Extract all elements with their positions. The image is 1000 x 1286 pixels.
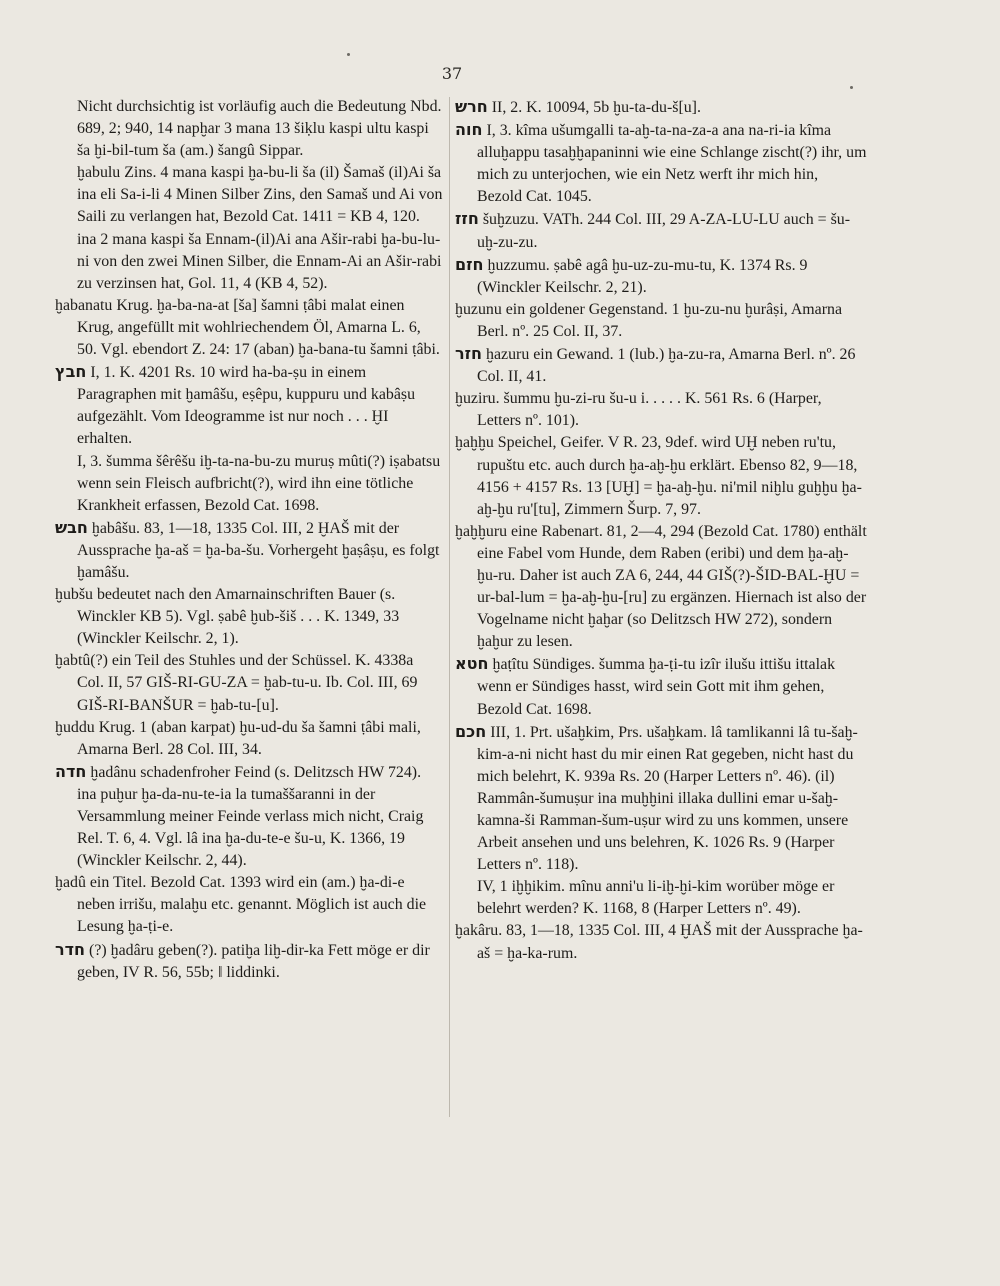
scan-speck bbox=[850, 86, 853, 89]
hebrew-root: חבץ bbox=[55, 362, 87, 382]
hebrew-root: חזר bbox=[455, 344, 483, 364]
left-entry-4: חבץ I, 1. K. 4201 Rs. 10 wird ha-ba-ṣu in einem Paragraphen mit ḫamâšu, eṣêpu, kuppuru und kabâṣu aufgezählt. Vom Ideogramme ist nur noch . . . ḪI erhalten. bbox=[55, 362, 416, 448]
right-entry-12: IV, 1 iḫḫikim. mînu anni'u li-iḫ-ḫi-kim worüber möge er belehrt werden? K. 1168, 8 (Harper Letters nº. 49). bbox=[477, 878, 835, 918]
right-entry-9: ḫaḫḫuru eine Rabenart. 81, 2—4, 294 (Bezold Cat. 1780) enthält eine Fabel vom Hunde, dem Raben (eribi) und dem ḫa-aḫ-ḫu-ru. Daher ist auch ZA 6, 244, 44 GIŠ(?)-ŠID-BAL-ḪU = ur-bal-lum = ḫa-aḫ-ḫu-[ru] zu ergänzen. Hiernach ist also der Vogelname nicht ḫaḫar (so Delitzsch HW 272), sondern ḫaḫur zu lesen. bbox=[455, 522, 867, 651]
hebrew-root: חבש bbox=[55, 517, 88, 537]
left-entry-8: ḫabtû(?) ein Teil des Stuhles und der Schüssel. K. 4338a Col. II, 57 GIŠ-RI-GU-ZA = ḫab-tu-u. Ib. Col. III, 69 GIŠ-RI-BANŠUR = ḫab-tu-[u]. bbox=[55, 652, 418, 714]
right-entry-3: חזז šuḫzuzu. VATh. 244 Col. III, 29 A-ZA-LU-LU auch = šu-uḫ-zu-zu. bbox=[455, 209, 850, 251]
right-entry-4: חזם ḫuzzumu. ṣabê agâ ḫu-uz-zu-mu-tu, K. 1374 Rs. 9 (Winckler Keilschr. 2, 21). bbox=[455, 254, 808, 296]
right-entry-2: חוה I, 3. kîma ušumgalli ta-aḫ-ta-na-za-a ana na-ri-ia kîma alluḫappu tasaḫḫapaninni wie eine Schlange zischt(?) ihr, um mich zu unterjochen, wie ein Netz werft ihr mich hin, Bezold Cat. 1045. bbox=[455, 120, 867, 206]
hebrew-root: חכם bbox=[455, 721, 487, 741]
right-entry-13: ḫakâru. 83, 1—18, 1335 Col. III, 4 ḪAŠ mit der Aussprache ḫa-aš = ḫa-ka-rum. bbox=[455, 922, 863, 962]
right-entry-1: חרש II, 2. K. 10094, 5b ḫu-ta-du-š[u]. bbox=[455, 97, 701, 116]
hebrew-root: חרש bbox=[455, 97, 488, 116]
left-entry-9: ḫuddu Krug. 1 (aban karpat) ḫu-ud-du ša šamni ṭâbi mali, Amarna Berl. 28 Col. III, 34. bbox=[55, 718, 421, 758]
hebrew-root: חוה bbox=[455, 120, 483, 140]
hebrew-root: חזם bbox=[455, 254, 484, 274]
right-entry-5: ḫuzunu ein goldener Gegenstand. 1 ḫu-zu-nu ḫurâṣi, Amarna Berl. nº. 25 Col. II, 37. bbox=[455, 300, 842, 340]
left-column bbox=[55, 96, 443, 984]
left-entry-11: ḫadû ein Titel. Bezold Cat. 1393 wird ein (am.) ḫa-di-e neben irrišu, malaḫu etc. genannt. Möglich ist auch die Lesung ḫa-ṭi-e. bbox=[55, 874, 427, 936]
left-entry-5: I, 3. šumma šêrêšu iḫ-ta-na-bu-zu muruṣ mûti(?) iṣabatsu wenn sein Fleisch aufbricht(?), wird ihn eine tötliche Krankheit erfassen, Bezold Cat. 1698. bbox=[77, 452, 441, 514]
left-entry-6: חבש ḫabâšu. 83, 1—18, 1335 Col. III, 2 ḪAŠ mit der Aussprache ḫa-aš = ḫa-ba-šu. Vorhergeht ḫaṣâṣu, es folgt ḫamâšu. bbox=[55, 517, 440, 581]
column-divider bbox=[449, 97, 450, 1117]
right-entry-11: חכם III, 1. Prt. ušaḫkim, Prs. ušaḫkam. lâ tamlikanni lâ tu-šaḫ-kim-a-ni nicht hast du mir einen Rat gegeben, nicht hast du mich belehrt, K. 939a Rs. 20 (Harper Letters nº. 46). (il) Rammân-šumuṣur ina muḫḫini illaka dullini emar u-šaḫ-kamna-ši Ramman-šum-uṣur wird zu uns kommen, unsere Arbeit ansehen und uns belehren, K. 1026 Rs. 9 (Harper Letters nº. 118). bbox=[455, 721, 858, 874]
right-entry-10: חטא ḫaṭîtu Sündiges. šumma ḫa-ṭi-tu izîr ilušu ittišu ittalak wenn er Sündiges hasst, wird sein Gott mit ihm gehen, Bezold Cat. 1698. bbox=[455, 654, 836, 718]
right-entry-7: ḫuziru. šummu ḫu-zi-ru šu-u i. . . . . K. 561 Rs. 6 (Harper, Letters nº. 101). bbox=[455, 390, 822, 430]
left-entry-12: חדר (?) ḫadâru geben(?). patiḫa liḫ-dir-ka Fett möge er dir geben, IV R. 56, 55b; ‖ liddinki. bbox=[55, 939, 430, 981]
right-column bbox=[455, 96, 867, 965]
left-entry-3: ḫabanatu Krug. ḫa-ba-na-at [ša] šamni ṭâbi malat einen Krug, angefüllt mit wohlriechendem Öl, Amarna L. 6, 50. Vgl. ebendort Z. 24: 17 (aban) ḫa-bana-tu šamni ṭâbi. bbox=[55, 296, 440, 359]
hebrew-root: חדה bbox=[55, 761, 87, 781]
hebrew-root: חטא bbox=[455, 654, 489, 674]
scan-speck bbox=[347, 53, 350, 56]
left-entry-7: ḫubšu bedeutet nach den Amarnainschriften Bauer (s. Winckler KB 5). Vgl. ṣabê ḫub-šiš . . . K. 1349, 33 (Winckler Keilschr. 2, 1). bbox=[55, 586, 400, 648]
left-entry-2: ḫabulu Zins. 4 mana kaspi ḫa-bu-li ša (il) Šamaš (il)Ai ša ina eli Sa-i-li 4 Minen Silber Zins, den Samaš und Ai von Saili zu verlangen hat, Bezold Cat. 1411 = KB 4, 120. ina 2 mana kaspi ša Ennam-(il)Ai ana Ašir-rabi ḫa-bu-lu-ni von den zwei Minen Silber, die Ennam-Ai an Ašir-rabi zu verzinsen hat, Gol. 11, 4 (KB 4, 52). bbox=[77, 164, 443, 292]
right-entry-8: ḫaḫḫu Speichel, Geifer. V R. 23, 9def. wird UḪ neben ru'tu, rupuštu etc. auch durch ḫa-aḫ-ḫu erklärt. Ebenso 82, 9—18, 4156 + 4157 Rs. 13 [UḪ] = ḫa-aḫ-ḫu. ni'mil niḫlu guḫḫu ḫa-aḫ-ḫu ru'[tu], Zimmern Šurp. 7, 97. bbox=[455, 434, 862, 518]
page-number: 37 bbox=[441, 64, 463, 83]
hebrew-root: חזז bbox=[455, 209, 479, 229]
right-entry-6: חזר ḫazuru ein Gewand. 1 (lub.) ḫa-zu-ra, Amarna Berl. nº. 26 Col. II, 41. bbox=[455, 344, 856, 386]
left-entry-1: Nicht durchsichtig ist vorläufig auch die Bedeutung Nbd. 689, 2; 940, 14 napḫar 3 mana 13 šiḳlu kaspi ultu kaspi ša ḫi-bil-tum ša (am.) šangû Sippar. bbox=[77, 98, 442, 160]
left-entry-10: חדה ḫadânu schadenfroher Feind (s. Delitzsch HW 724). ina puḫur ḫa-da-nu-te-ia la tumaššaranni in der Versammlung meiner Feinde verlass mich nicht, Craig Rel. T. 6, 4. Vgl. lâ ina ḫa-du-te-e šu-u, K. 1366, 19 (Winckler Keilschr. 2, 44). bbox=[55, 761, 424, 870]
hebrew-root: חדר bbox=[55, 939, 86, 959]
